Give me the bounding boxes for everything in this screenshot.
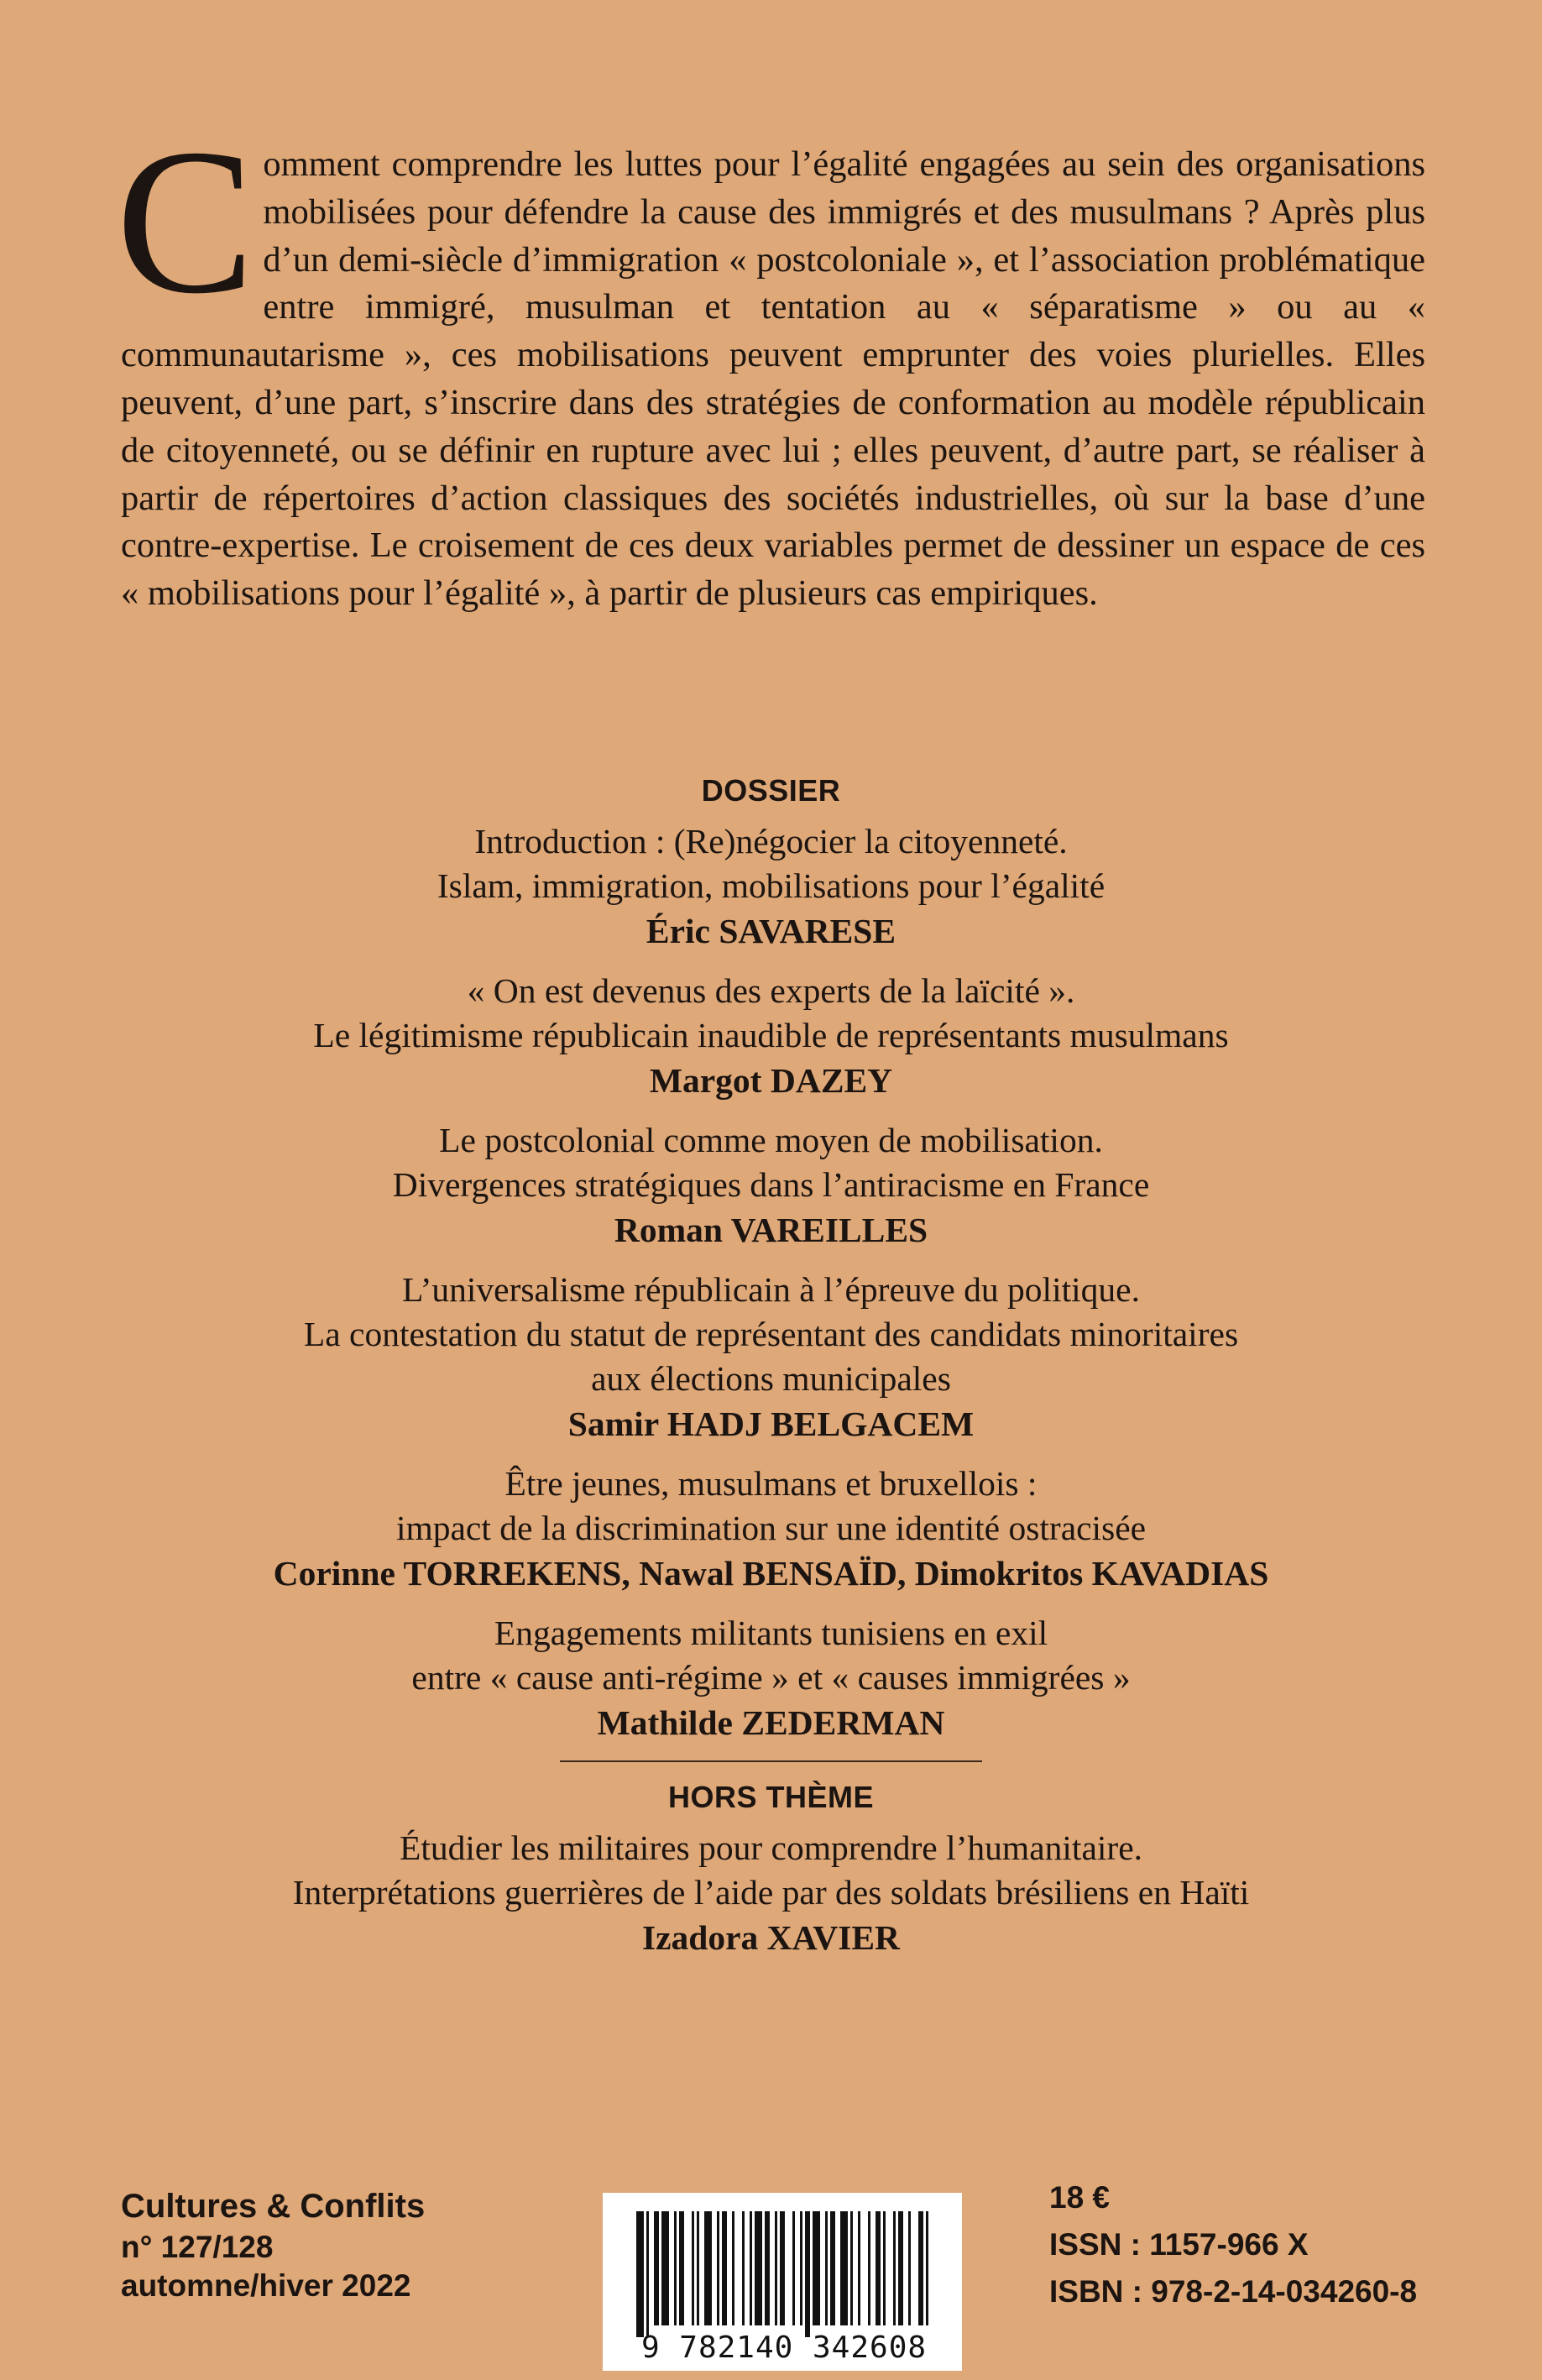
barcode-bar (908, 2211, 911, 2325)
article-title-line: impact de la discrimination sur une identité ostracisée (395, 1509, 1147, 1547)
article-1 (0, 819, 1542, 954)
article-title-line: Le postcolonial comme moyen de mobilisation. (439, 1121, 1103, 1159)
article-author: Samir HADJ BELGACEM (567, 1404, 975, 1443)
article-title-line: La contestation du statut de représentant des candidats minoritaires (303, 1315, 1239, 1353)
article-hors-theme (0, 1826, 1542, 1960)
barcode-bar (918, 2211, 923, 2325)
barcode-bar (697, 2211, 699, 2325)
barcode-bar (679, 2211, 684, 2325)
article-author: Corinne TORREKENS, Nawal BENSAÏD, Dimokritos KAVADIAS (273, 1554, 1269, 1593)
barcode-bar (654, 2211, 659, 2325)
barcode-bar (792, 2211, 795, 2325)
journal-info (121, 2184, 425, 2305)
dossier-heading: DOSSIER (701, 773, 841, 808)
barcode-bar (813, 2211, 820, 2325)
pricing-info (1049, 2174, 1417, 2315)
article-5 (0, 1462, 1542, 1596)
intro-text: omment comprendre les luttes pour l’égalité engagées au sein des organisations mobilisées pour défendre la cause des immigrés et des musulmans ? Après plus d’un demi-siècle d’immigration « postcoloniale », et l’association problématique entre immigré, musulman et tentation au « séparatisme » ou au « communautarisme », ces mobilisations peuvent emprunter des voies plurielles. Elles peuvent, d’une part, s’inscrire dans des stratégies de conformation au modèle républicain de citoyenneté, ou se définir en rupture avec lui ; elles peuvent, d’autre part, se réaliser à partir de répertoires d’action classiques des sociétés industrielles, où sur la base d’une contre-expertise. Le croisement de ces deux variables permet de dessiner un espace de ces « mobilisations pour l’égalité », à partir de plusieurs cas empiriques. (121, 144, 1425, 614)
barcode-bar (750, 2211, 752, 2325)
barcode-bar (800, 2211, 802, 2325)
barcode-bar (775, 2211, 777, 2325)
section-divider (560, 1760, 982, 1762)
barcode-bar (883, 2211, 886, 2325)
barcode-bar (868, 2211, 870, 2325)
barcode-bar (805, 2211, 810, 2337)
article-title-line: aux élections municipales (591, 1359, 951, 1398)
article-title-line: entre « cause anti-régime » et « causes immigrées » (411, 1658, 1131, 1697)
barcode (603, 2193, 962, 2371)
journal-issue: n° 127/128 (121, 2230, 274, 2264)
barcode-bar (765, 2211, 770, 2325)
article-author: Izadora XAVIER (641, 1918, 901, 1957)
barcode-bar (755, 2211, 762, 2325)
barcode-bar (858, 2211, 860, 2325)
article-title-line: Le légitimisme républicain inaudible de représentants musulmans (313, 1016, 1229, 1054)
barcode-bar (646, 2211, 649, 2337)
article-title-line: Étudier les militaires pour comprendre l’humanitaire. (399, 1828, 1143, 1867)
barcode-bar (893, 2211, 896, 2325)
journal-title: Cultures & Conflits (121, 2188, 426, 2225)
price: 18 € (1049, 2180, 1111, 2215)
barcode-bar (636, 2211, 644, 2337)
barcode-bar (704, 2211, 712, 2325)
article-title-line: Divergences stratégiques dans l’antiracisme en France (392, 1165, 1150, 1204)
drop-cap: C (116, 106, 255, 337)
barcode-bar (732, 2211, 734, 2325)
article-title-line: « On est devenus des experts de la laïcité ». (467, 971, 1075, 1010)
article-title-line: Islam, immigration, mobilisations pour l’égalité (436, 866, 1106, 905)
barcode-bar (722, 2211, 727, 2325)
article-title-line: Être jeunes, musulmans et bruxellois : (504, 1464, 1038, 1503)
barcode-bar (926, 2211, 928, 2325)
article-title-line: Engagements militants tunisiens en exil (494, 1614, 1048, 1652)
article-title-line: L’universalisme républicain à l’épreuve du politique. (402, 1270, 1140, 1309)
hors-theme-heading: HORS THÈME (667, 1780, 874, 1814)
barcode-bar (898, 2211, 903, 2325)
isbn: ISBN : 978-2-14-034260-8 (1049, 2274, 1418, 2309)
article-6 (0, 1611, 1542, 1745)
article-author: Margot DAZEY (649, 1061, 893, 1100)
barcode-bar (850, 2211, 853, 2325)
barcode-bar (742, 2211, 745, 2325)
article-author: Roman VAREILLES (614, 1211, 928, 1249)
barcode-bar (780, 2211, 785, 2325)
article-2 (0, 969, 1542, 1103)
article-4 (0, 1268, 1542, 1446)
barcode-digits: 9 782140 342608 (640, 2330, 928, 2365)
article-title-line: Interprétations guerrières de l’aide par des soldats brésiliens en Haïti (292, 1873, 1250, 1912)
article-author: Éric SAVARESE (646, 912, 896, 950)
journal-season: automne/hiver 2022 (121, 2268, 411, 2303)
barcode-bar (717, 2211, 719, 2325)
barcode-bar (825, 2211, 828, 2325)
article-3 (0, 1118, 1542, 1253)
article-author: Mathilde ZEDERMAN (597, 1703, 945, 1742)
intro-paragraph (116, 106, 1425, 618)
barcode-bar (661, 2211, 669, 2325)
issn: ISSN : 1157-966 X (1049, 2227, 1309, 2262)
barcode-bar (674, 2211, 677, 2325)
barcode-bar (830, 2211, 835, 2325)
barcode-bar (692, 2211, 694, 2325)
article-title-line: Introduction : (Re)négocier la citoyenneté. (474, 822, 1068, 860)
table-of-contents (0, 771, 1542, 1975)
barcode-bar (840, 2211, 848, 2325)
barcode-bar (876, 2211, 881, 2325)
